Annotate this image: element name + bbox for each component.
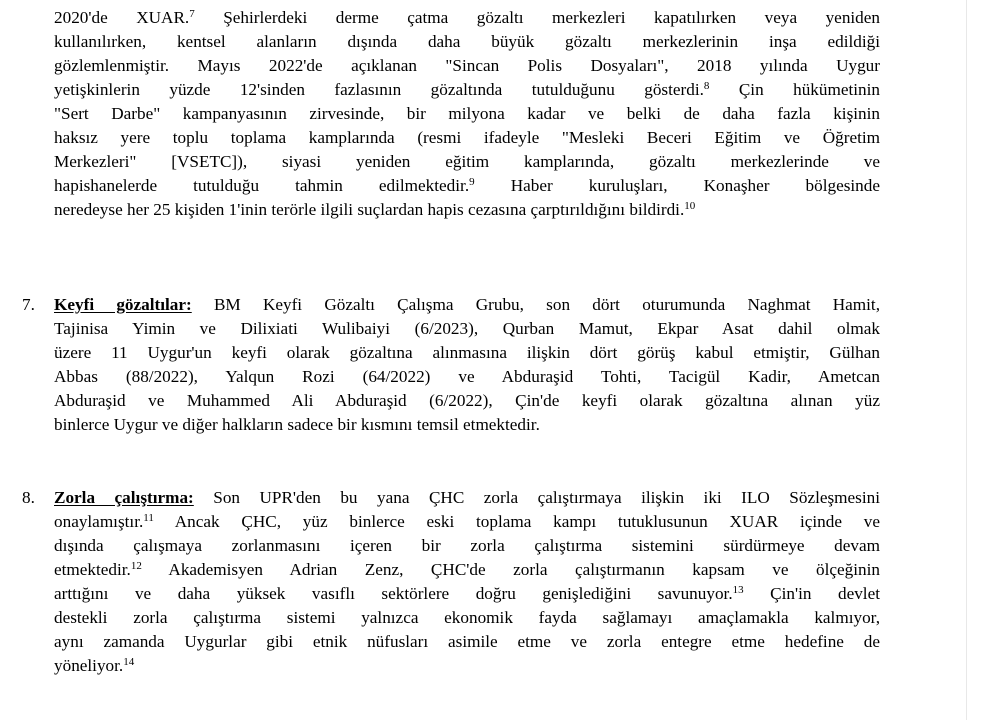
text-line: dışında çalışmaya zorlanmasını içeren bir zorla çalıştırma sistemini sürdürmeye devam [54, 536, 880, 555]
footnote-ref[interactable]: 12 [130, 560, 142, 572]
text-line: 2020'de XUAR.$^7$ Şehirlerdeki derme çatma gözaltı merkezleri kapatılırken veya yeniden [54, 8, 880, 27]
item-number: 7. [22, 295, 35, 314]
footnote-ref[interactable]: 13 [732, 584, 744, 596]
section-title: Keyfi gözaltılar: [54, 295, 192, 314]
text-line: Tajinisa Yimin ve Dilixiati Wulibaiyi (6/2023), Qurban Mamut, Ekpar Asat dahil olmak [54, 319, 880, 338]
footnote-ref[interactable]: 9 [469, 176, 475, 188]
text-line: Abduraşid ve Muhammed Ali Abduraşid (6/2022), Çin'de keyfi olarak gözaltına alınan yüz [54, 391, 880, 410]
text-line: yöneliyor.$^{14}$ [54, 656, 135, 675]
footnote-ref[interactable]: 11 [143, 512, 154, 524]
text-line: hapishanelerde tutulduğu tahmin edilmektedir.$^9$ Haber kuruluşları, Konaşher bölgesinde [54, 176, 880, 195]
footnote-ref[interactable]: 7 [189, 8, 195, 20]
text-line: onaylamıştır.$^{11}$ Ancak ÇHC, yüz binlerce eski toplama kampı tutuklusunun XUAR içinde ve [54, 512, 880, 531]
item-number: 8. [22, 488, 35, 507]
text-line: üzere 11 Uygur'un keyfi olarak gözaltına alınmasına ilişkin dört görüş kabul etmiştir, Gülhan [54, 343, 880, 362]
text-line: haksız yere toplu toplama kamplarında (resmi ifadeyle "Mesleki Beceri Eğitim ve Öğretim [54, 128, 880, 147]
text-line: gözlemlenmiştir. Mayıs 2022'de açıklanan "Sincan Polis Dosyaları", 2018 yılında Uygur [54, 56, 880, 75]
text-line: Abbas (88/2022), Yalqun Rozi (64/2022) ve Abduraşid Tohti, Tacigül Kadir, Ametcan [54, 367, 880, 386]
footnote-ref[interactable]: 14 [123, 656, 135, 668]
text-line: Merkezleri" [VSETC]), siyasi yeniden eğitim kamplarında, gözaltı merkezlerinde ve [54, 152, 880, 171]
text-line: "Sert Darbe" kampanyasının zirvesinde, bir milyona kadar ve belki de daha fazla kişinin [54, 104, 880, 123]
page-edge-rule [966, 0, 967, 720]
text-line: neredeyse her 25 kişiden 1'inin terörle ilgili suçlardan hapis cezasına çarptırıldığını bildirdi.$^{10}$ [54, 200, 696, 219]
text-line: kullanılırken, kentsel alanların dışında daha büyük gözaltı merkezlerinin inşa edildiği [54, 32, 880, 51]
text-line: destekli zorla çalıştırma sistemi yalnızca ekonomik fayda sağlamayı amaçlamakla kalmıyor, [54, 608, 880, 627]
text-line: aynı zamanda Uygurlar gibi etnik nüfusları asimile etme ve zorla entegre etme hedefine de [54, 632, 880, 651]
text-line: binlerce Uygur ve diğer halkların sadece bir kısmını temsil etmektedir. [54, 415, 540, 434]
text-line: Zorla çalıştırma: Son UPR'den bu yana ÇHC zorla çalıştırmaya ilişkin iki ILO Sözleşmesini [54, 488, 881, 507]
section-title: Zorla çalıştırma: [54, 488, 194, 507]
text-line: Keyfi gözaltılar: BM Keyfi Gözaltı Çalışma Grubu, son dört oturumunda Naghmat Hamit, [54, 295, 880, 314]
footnote-ref[interactable]: 8 [703, 80, 710, 92]
text-line: arttığını ve daha yüksek vasıflı sektörlere doğru genişlediğini savunuyor.$^{13}$ Çin'in devlet [54, 584, 880, 603]
text-line: yetişkinlerin yüzde 12'sinden fazlasının gözaltında tutulduğunu gösterdi.$^8$ Çin hükümetinin [54, 80, 881, 99]
footnote-ref[interactable]: 10 [684, 200, 696, 212]
text-line: etmektedir.$^{12}$ Akademisyen Adrian Zenz, ÇHC'de zorla çalıştırmanın kapsam ve ölçeğinin [54, 560, 880, 579]
